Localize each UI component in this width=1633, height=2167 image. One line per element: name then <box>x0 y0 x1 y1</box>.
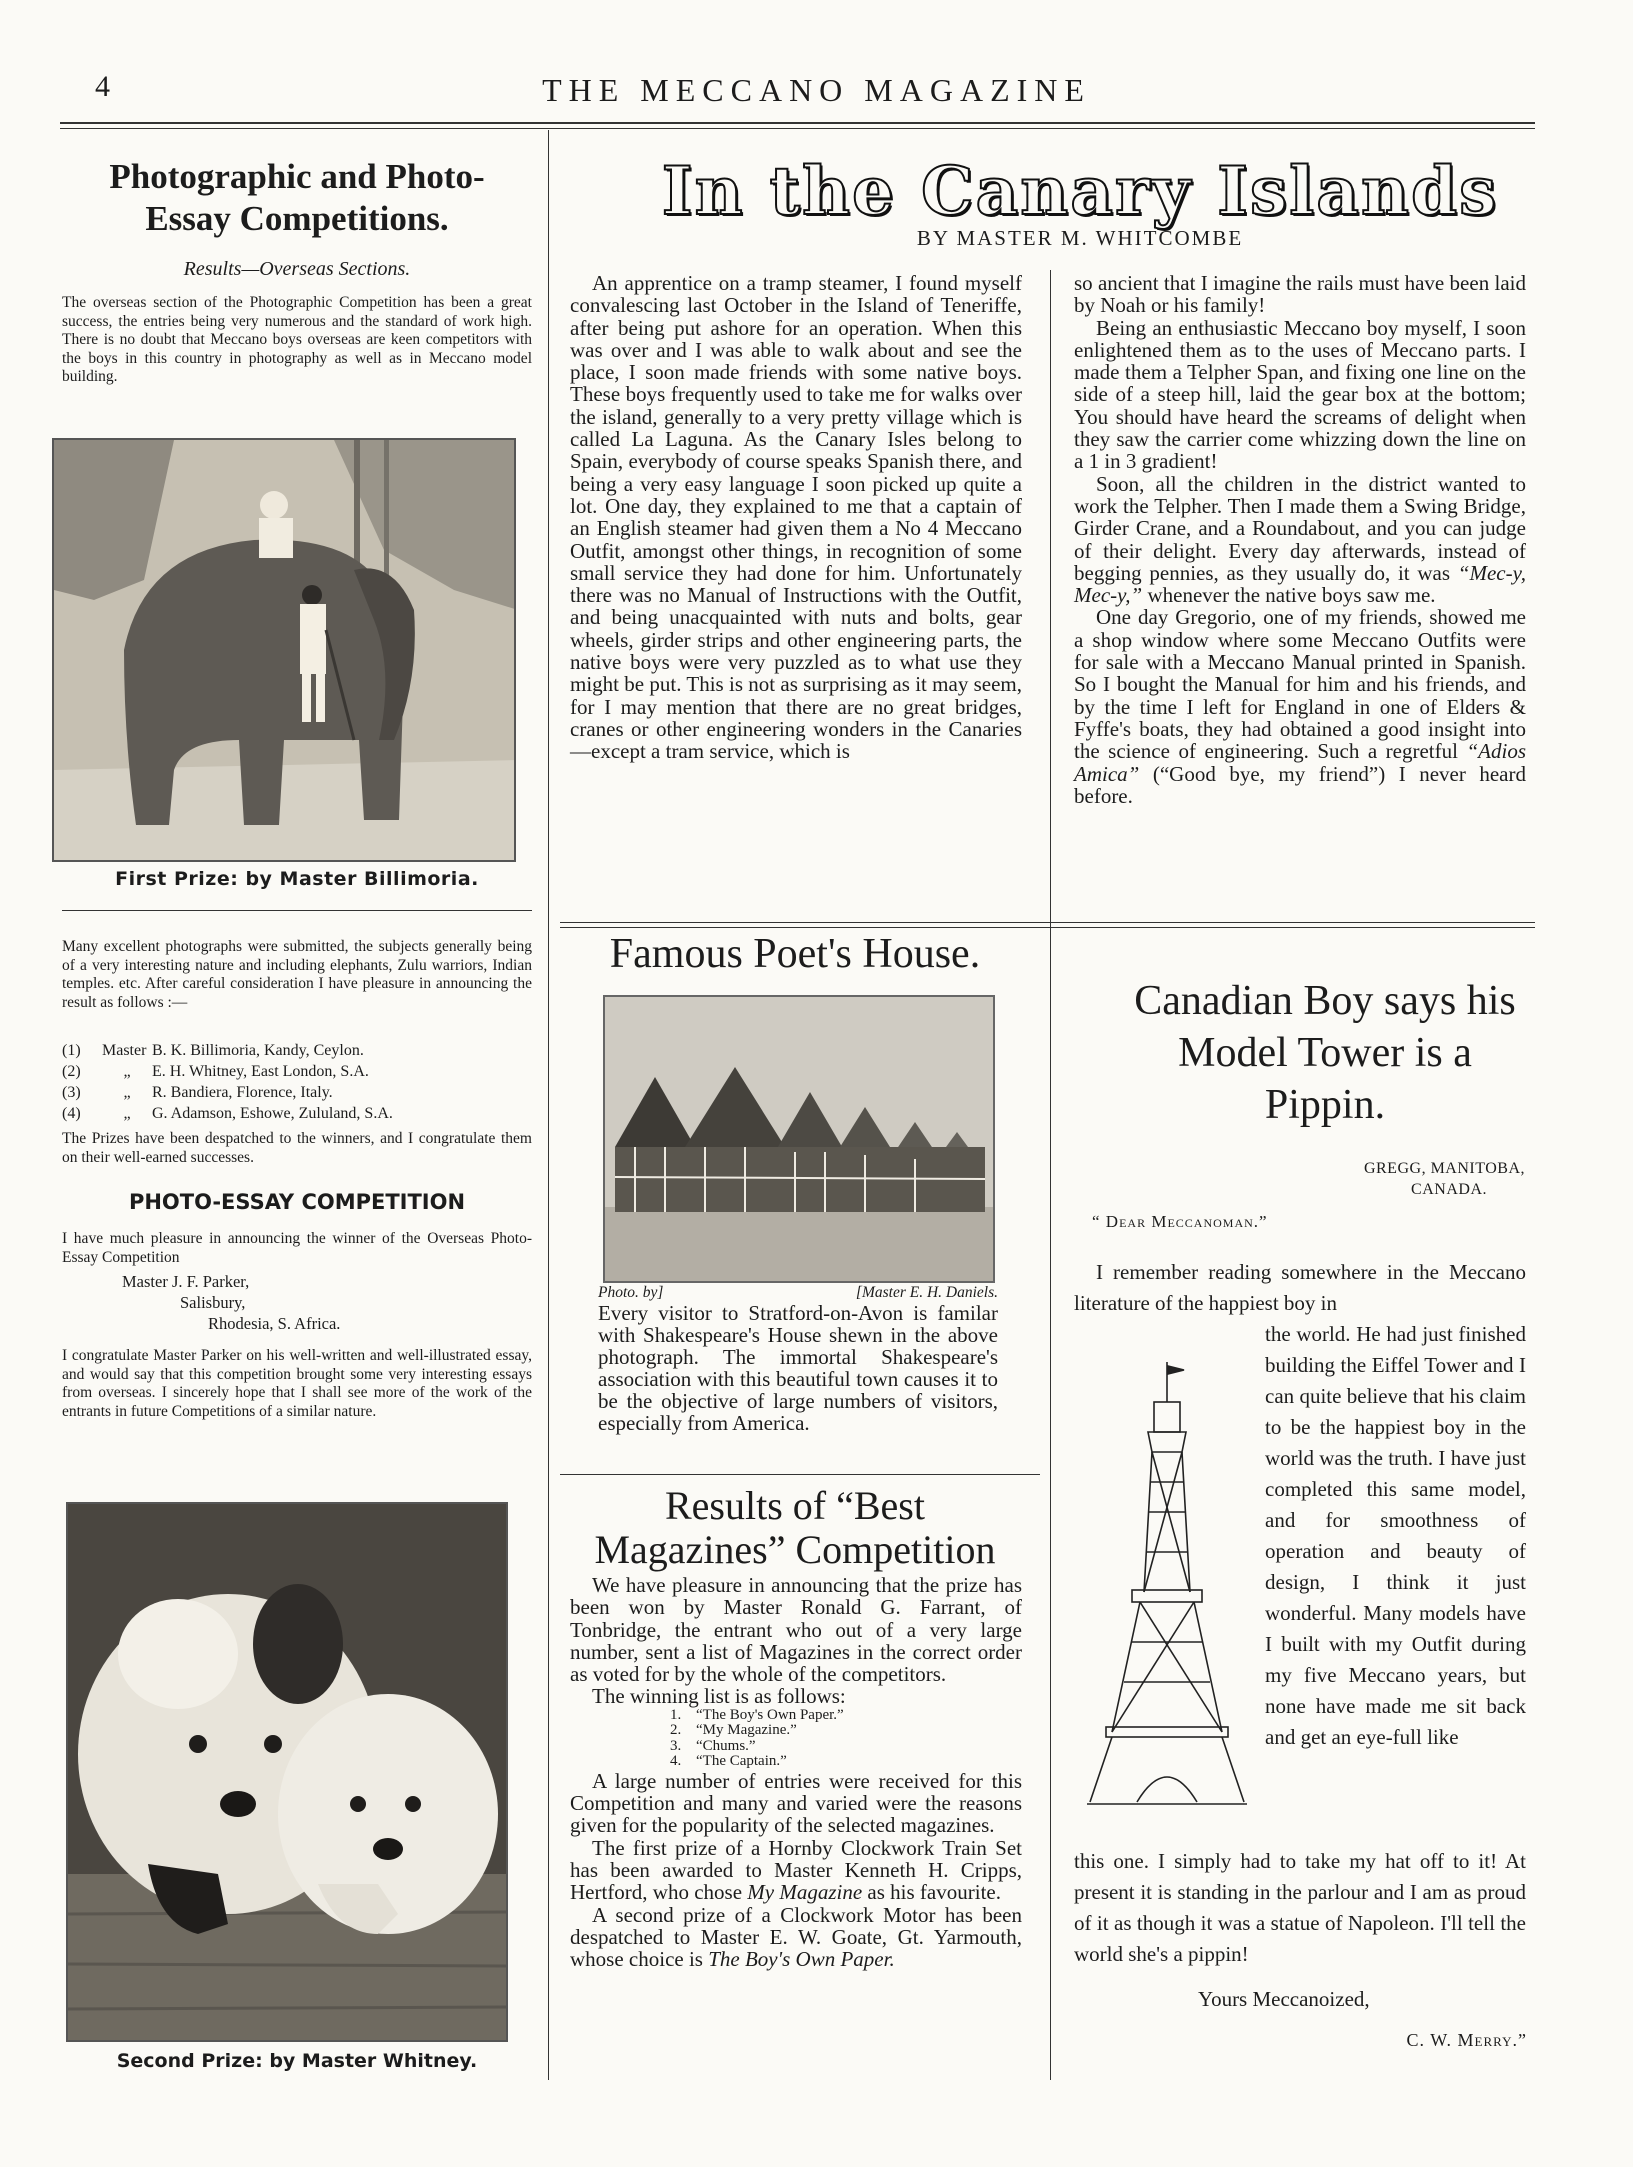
winner-row: (4) „ G. Adamson, Eshowe, Zululand, S.A. <box>62 1105 393 1122</box>
left-section-rule <box>62 910 532 911</box>
winner-address-line: Salisbury, <box>180 1293 246 1313</box>
winner-address-line: Master J. F. Parker, <box>122 1272 250 1292</box>
congrats-paragraph: I congratulate Master Parker on his well-written and well-illustrated essay, and would say that this competition brought some very interesting essays from overseas. I sincerely hope that I shall see more of the work of the entrants in future Competitions of a similar nature. <box>62 1347 532 1420</box>
canadian-boy-title: Canadian Boy says his Model Tower is a Pippin. <box>1134 978 1516 1128</box>
best-magazines-text <box>570 1574 1022 1970</box>
magazines-paragraph: A second prize of a Clockwork Motor has been despatched to Master E. W. Goate, Gt. Yarmouth, whose choice is The Boy's Own Paper. <box>570 1902 1022 1972</box>
letter-closing: Yours Meccanoized, <box>1198 1987 1370 2011</box>
canary-byline: BY MASTER M. WHITCOMBE <box>916 226 1244 250</box>
winners-list <box>62 1040 532 1124</box>
first-prize-caption: First Prize: by Master Billimoria. <box>115 868 479 890</box>
photo-competition-heading <box>62 156 532 240</box>
column-rule-left <box>548 130 549 2080</box>
section-rule-poet <box>560 1474 1040 1475</box>
canary-paragraph: so ancient that I imagine the rails must have been laid by Noah or his family! <box>1074 271 1526 318</box>
poet-house-text: Every visitor to Stratford-on-Avon is familar with Shakespeare's House shewn in the above photograph. The immortal Shakespeare's association with this beautiful town causes it to be the objective of large numbers of visitors, especially from America. <box>598 1301 998 1435</box>
letter-text-top: I remember reading somewhere in the Meccano literature of the happiest boy in <box>1074 1260 1526 1315</box>
canary-column-2 <box>1074 272 1526 807</box>
winner-row: (2) „ E. H. Whitney, East London, S.A. <box>62 1063 369 1080</box>
eiffel-tower-drawing <box>1082 1362 1252 1812</box>
photo-essay-paragraph: I have much pleasure in announcing the winner of the Overseas Photo-Essay Competition Master J. F. Parker, Salisbury, Rhodesia, S. Africa. <box>62 1230 532 1334</box>
winner-address-line: Rhodesia, S. Africa. <box>208 1314 341 1334</box>
magazines-paragraph: The first prize of a Hornby Clockwork Train Set has been awarded to Master Kenneth H. Cripps, Hertford, who chose My Magazine as his favourite. <box>570 1835 1022 1905</box>
shakespeare-house-photograph <box>603 995 995 1283</box>
letter-text-bottom: this one. I simply had to take my hat off to it! At present it is standing in the parlour and I am as proud of it as though it was a statue of Napoleon. I'll tell the world she's a pippin! <box>1074 1849 1526 1966</box>
dogs-photograph <box>66 1502 508 2042</box>
second-prize-caption: Second Prize: by Master Whitney. <box>116 2050 478 2072</box>
winning-list <box>570 1708 1022 1770</box>
section-rule-mid <box>560 922 1535 923</box>
canary-paragraph: One day Gregorio, one of my friends, showed me a shop window where some Meccano Outfits were for sale with a Meccano Manual printed in Spanish. So I bought the Manual for him and his friends, and by the time I left for England in one of Elders & Fyffe's boats, they had obtained a good insight into the science of engineering. Such a regretful “Adios Amica” (“Good bye, my friend”) I never heard before. <box>1074 605 1527 808</box>
photo-intro-paragraph: The overseas section of the Photographic Competition has been a great success, the entries being very numerous and the standard of work high. There is no doubt that Meccano boys overseas are keen competitors with the boys in this country in photography as well as in Meccano model building. <box>62 294 532 386</box>
list-item: 3. “Chums.” <box>670 1737 756 1754</box>
magazines-paragraph: We have pleasure in announcing that the prize has been won by Master Ronald G. Farrant, of Tonbridge, the entrant who out of a very large number, sent a list of Magazines in the correct order as voted for by the whole of the competitors. <box>570 1573 1022 1687</box>
list-item: 1. “The Boy's Own Paper.” <box>670 1706 844 1723</box>
elephant-illustration <box>54 440 516 862</box>
letter-signature: C. W. Merry.” <box>1406 2030 1527 2050</box>
photo-heading-line2: Essay Competitions. <box>145 199 449 238</box>
list-item: 4. “The Captain.” <box>670 1753 787 1770</box>
photo-credit: Photo. by] [Master E. H. Daniels. <box>598 1284 998 1301</box>
canary-islands-title: In the Canary Islands <box>661 152 1499 230</box>
elephant-photograph <box>52 438 516 862</box>
column-rule-center <box>1050 270 1051 2080</box>
page-number: 4 <box>95 70 110 103</box>
eiffel-tower-model-illustration <box>1082 1362 1252 1812</box>
winner-row: (3) „ R. Bandiera, Florence, Italy. <box>62 1084 333 1101</box>
winner-row: (1) Master B. K. Billimoria, Kandy, Ceylon. <box>62 1042 364 1059</box>
section-rule-mid-2 <box>560 927 1535 928</box>
dogs-illustration <box>68 1504 508 2042</box>
prizes-note: The Prizes have been despatched to the winners, and I congratulate them on their well-earned successes. <box>62 1130 532 1166</box>
canary-column-1 <box>570 272 1022 763</box>
canary-paragraph: Soon, all the children in the district wanted to work the Telpher. Then I made them a Swing Bridge, Girder Crane, and a Roundabout, and you can judge of their delight. Every day afterwards, instead of begging pennies, as they usually do, it was “Mec-y, Mec-y,” whenever the native boys saw me. <box>1074 471 1526 608</box>
photo-heading-line1: Photographic and Photo- <box>109 157 485 196</box>
letter-salutation: “ Dear Meccanoman.” <box>1092 1212 1268 1231</box>
poet-house-title: Famous Poet's House. <box>609 931 981 977</box>
header-rule-bottom <box>60 128 1535 129</box>
canary-paragraph: Being an enthusiastic Meccano boy myself, I soon enlightened them as to the uses of Meccano parts. I made them a Telpher Span, and fixing one line on the side of a steep hill, laid the gear box at the bottom; You should have heard the screams of delight when they saw the carrier come whizzing down the line on a 1 in 3 gradient! <box>1074 315 1526 474</box>
letter-address: GREGG, MANITOBA, CANADA. <box>1363 1160 1525 1198</box>
letter-text-narrow: the world. He had just finished building the Eiffel Tower and I can quite believe that his claim to be the happiest boy in the world was the truth. I have just completed this same model, and for smoothness of operation and beauty of design, I think it just wonderful. Many models have I built with my Outfit during my five Meccano years, but none have made me sit back and get an eye-full like <box>1265 1322 1526 1749</box>
header-rule-top <box>60 122 1535 124</box>
running-head: THE MECCANO MAGAZINE <box>542 72 1091 108</box>
photo-results-paragraph: Many excellent photographs were submitted, the subjects generally being of a very interesting nature and including elephants, Zulu warriors, Indian temples. etc. After careful consideration I have pleasure in announcing the result as follows :— <box>62 938 532 1011</box>
magazines-paragraph: A large number of entries were received for this Competition and many and varied were the reasons given for the popularity of the selected magazines. <box>570 1768 1022 1838</box>
list-item: 2. “My Magazine.” <box>670 1722 797 1739</box>
winning-list-intro: The winning list is as follows: <box>592 1684 846 1709</box>
canary-paragraph: An apprentice on a tramp steamer, I found myself convalescing last October in the Island of Teneriffe, after being put ashore for an operation. When this was over and I was able to walk about and see the place, I soon made friends with some native boys. These boys frequently used to take me for walks over the island, generally to a very pretty village which is called La Laguna. As the Canary Isles belong to Spain, everybody of course speaks Spanish there, and being a very easy language I soon picked up quite a lot. One day, they explained to me that a captain of an English steamer had given them a No 4 Meccano Outfit, amongst other things, in recognition of some small service they had done for him. Unfortunately there was no Manual of Instructions with the Outfit, and being unacquainted with nuts and bolts, gear wheels, girder strips and other engineering parts, the native boys were very puzzled as to what use they might be put. This is not as surprising as it may seem, for I may mention that there are no great bridges, cranes or other engineering wonders in the Canaries—except a tram service, which is <box>570 271 1022 764</box>
house-illustration <box>605 997 995 1283</box>
results-subheading: Results—Overseas Sections. <box>183 258 411 280</box>
photo-essay-heading: PHOTO-ESSAY COMPETITION <box>128 1190 466 1214</box>
best-magazines-title: Results of “Best Magazines” Competition <box>594 1483 996 1572</box>
